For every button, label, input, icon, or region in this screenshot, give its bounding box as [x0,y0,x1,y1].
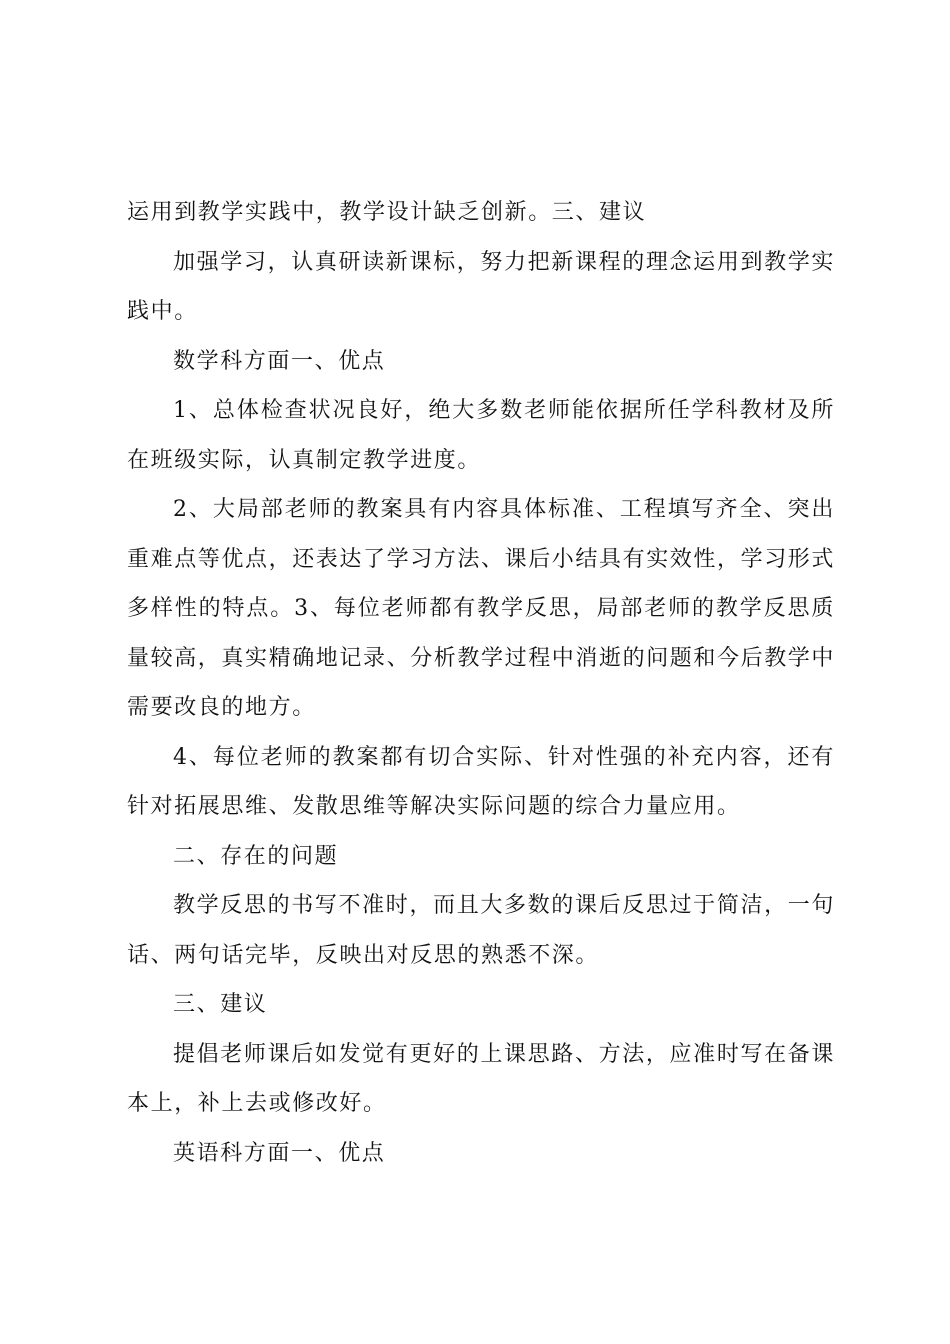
paragraph: 1、总体检查状况良好，绝大多数老师能依据所任学科教材及所在班级实际，认真制定教学进度。 [127,398,835,473]
paragraph: 4、每位老师的教案都有切合实际、针对性强的补充内容，还有针对拓展思维、发散思维等解决实际问题的综合力量应用。 [127,744,835,819]
section-heading: 英语科方面一、优点 [173,1140,386,1166]
section-heading: 三、建议 [173,992,268,1017]
paragraph: 提倡老师课后如发觉有更好的上课思路、方法，应准时写在备课本上，补上去或修改好。 [127,1041,835,1116]
paragraph: 教学反思的书写不准时，而且大多数的课后反思过于简洁，一句话、两句话完毕，反映出对反思的熟悉不深。 [127,893,835,968]
section-heading: 二、存在的问题 [173,843,339,869]
document-body [127,188,835,1178]
section-heading: 数学科方面一、优点 [173,348,386,374]
paragraph: 加强学习，认真研读新课标，努力把新课程的理念运用到教学实践中。 [127,249,835,324]
paragraph: 运用到教学实践中，教学设计缺乏创新。三、建议 [127,200,647,225]
paragraph: 2、大局部老师的教案具有内容具体标准、工程填写齐全、突出重难点等优点，还表达了学习方法、课后小结具有实效性，学习形式多样性的特点。3、每位老师都有教学反思，局部老师的教学反思质量较高，真实精确地记录、分析教学过程中消逝的问题和今后教学中需要改良的地方。 [127,497,836,720]
